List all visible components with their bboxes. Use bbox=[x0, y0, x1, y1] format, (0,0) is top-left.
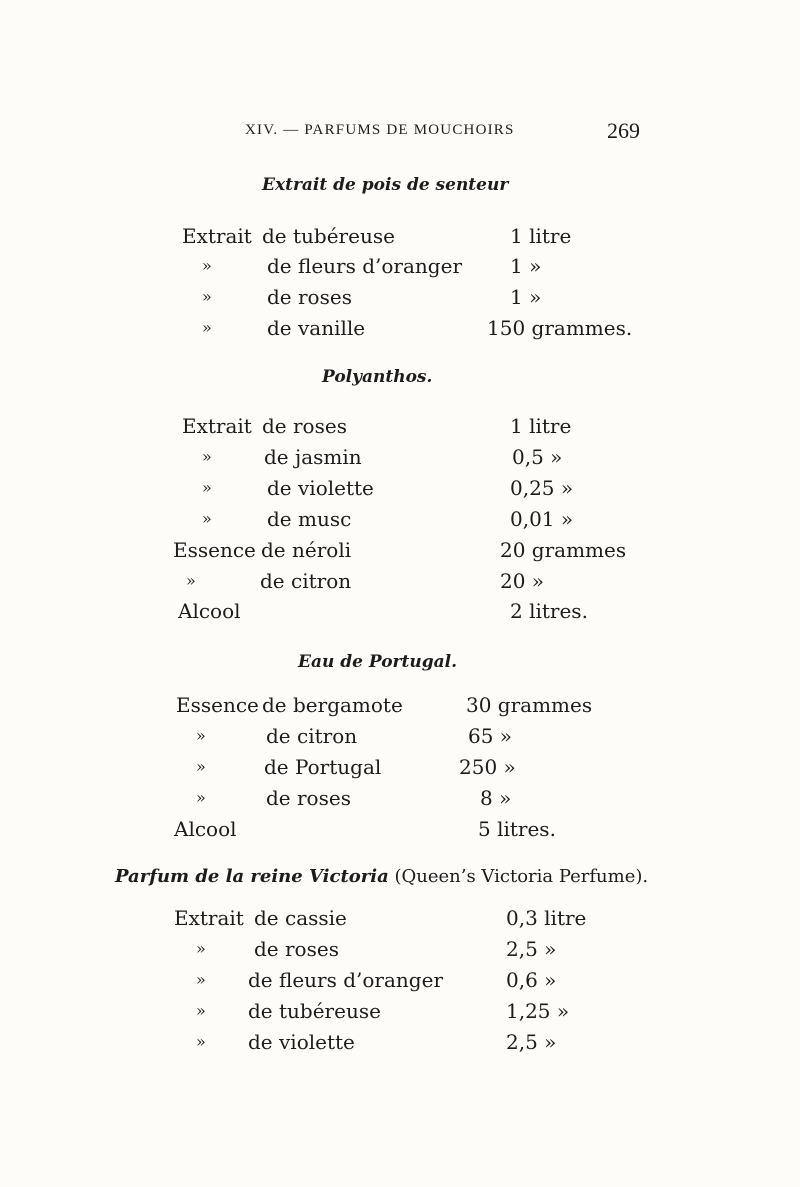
row-item: de vanille bbox=[267, 316, 366, 340]
row-item: de roses bbox=[262, 414, 347, 438]
recipe-row bbox=[176, 784, 646, 812]
recipe-row bbox=[176, 691, 646, 719]
row-quantity: 1 » bbox=[510, 285, 542, 309]
row-quantity: 0,6 » bbox=[506, 968, 557, 992]
row-prefix: Alcool bbox=[174, 817, 237, 841]
row-prefix: Extrait bbox=[174, 906, 244, 930]
row-item: de citron bbox=[266, 724, 358, 748]
row-prefix: » bbox=[202, 318, 212, 337]
recipe-row bbox=[182, 222, 642, 250]
row-item: de tubéreuse bbox=[262, 224, 395, 248]
row-quantity: 5 litres. bbox=[478, 817, 556, 841]
recipe-row bbox=[182, 505, 642, 533]
row-item: de roses bbox=[266, 786, 351, 810]
recipe-row bbox=[182, 252, 642, 280]
recipe-row bbox=[182, 283, 642, 311]
section-title: Polyanthos. bbox=[322, 367, 433, 387]
section-title-italic: Parfum de la reine Victoria bbox=[115, 866, 389, 887]
row-item: de jasmin bbox=[264, 445, 362, 469]
row-quantity: 1 » bbox=[510, 254, 542, 278]
page-header bbox=[245, 118, 640, 148]
row-quantity: 2,5 » bbox=[506, 937, 557, 961]
row-quantity: 8 » bbox=[480, 786, 512, 810]
recipe-row bbox=[176, 722, 646, 750]
row-quantity: 1 litre bbox=[510, 224, 572, 248]
row-prefix: » bbox=[196, 1032, 206, 1051]
row-item: de roses bbox=[254, 937, 339, 961]
row-item: de cassie bbox=[254, 906, 347, 930]
row-prefix: » bbox=[202, 478, 212, 497]
row-item: de tubéreuse bbox=[248, 999, 381, 1023]
recipe-row bbox=[178, 597, 648, 625]
row-prefix: » bbox=[196, 726, 206, 745]
row-item: de bergamote bbox=[262, 693, 403, 717]
row-prefix: » bbox=[196, 788, 206, 807]
row-prefix: » bbox=[202, 447, 212, 466]
recipe-row bbox=[174, 904, 644, 932]
row-quantity: 1,25 » bbox=[506, 999, 570, 1023]
row-item: de violette bbox=[267, 476, 374, 500]
recipe-row bbox=[174, 815, 644, 843]
section-title-rest: (Queen’s Victoria Perfume). bbox=[394, 866, 649, 887]
row-prefix: » bbox=[196, 939, 206, 958]
row-item: de fleurs d’oranger bbox=[267, 254, 462, 278]
row-item: de fleurs d’oranger bbox=[248, 968, 443, 992]
recipe-row bbox=[182, 443, 642, 471]
recipe-row bbox=[174, 966, 644, 994]
section-title bbox=[115, 866, 648, 887]
row-prefix: » bbox=[196, 970, 206, 989]
row-prefix: Essence bbox=[173, 538, 256, 562]
row-quantity: 30 grammes bbox=[466, 693, 593, 717]
running-head: XIV. — PARFUMS DE MOUCHOIRS bbox=[245, 122, 515, 138]
recipe-row bbox=[173, 536, 643, 564]
row-quantity: 2,5 » bbox=[506, 1030, 557, 1054]
row-prefix: » bbox=[202, 256, 212, 275]
row-quantity: 2 litres. bbox=[510, 599, 588, 623]
row-prefix: Extrait bbox=[182, 224, 252, 248]
recipe-row bbox=[174, 935, 644, 963]
row-item: de néroli bbox=[261, 538, 352, 562]
section-title: Eau de Portugal. bbox=[298, 652, 457, 672]
row-item: de Portugal bbox=[264, 755, 382, 779]
row-prefix: Extrait bbox=[182, 414, 252, 438]
page-number: 269 bbox=[607, 118, 640, 143]
row-quantity: 0,25 » bbox=[510, 476, 574, 500]
row-item: de citron bbox=[260, 569, 352, 593]
row-prefix: » bbox=[196, 1001, 206, 1020]
recipe-row bbox=[174, 997, 644, 1025]
recipe-row bbox=[176, 753, 646, 781]
row-quantity: 1 litre bbox=[510, 414, 572, 438]
row-prefix: » bbox=[186, 571, 196, 590]
recipe-row bbox=[173, 567, 643, 595]
row-prefix: » bbox=[202, 509, 212, 528]
section-title: Extrait de pois de senteur bbox=[262, 175, 509, 195]
row-quantity: 20 » bbox=[500, 569, 545, 593]
recipe-row bbox=[182, 474, 642, 502]
row-item: de violette bbox=[248, 1030, 355, 1054]
recipe-row bbox=[182, 412, 642, 440]
row-quantity: 0,3 litre bbox=[506, 906, 587, 930]
row-quantity: 0,01 » bbox=[510, 507, 574, 531]
row-prefix: Alcool bbox=[178, 599, 241, 623]
row-item: de roses bbox=[267, 285, 352, 309]
row-item: de musc bbox=[267, 507, 352, 531]
row-quantity: 65 » bbox=[468, 724, 513, 748]
row-prefix: » bbox=[196, 757, 206, 776]
row-quantity: 20 grammes bbox=[500, 538, 627, 562]
recipe-row bbox=[182, 314, 642, 342]
row-prefix: Essence bbox=[176, 693, 259, 717]
row-quantity: 150 grammes. bbox=[487, 316, 633, 340]
recipe-row bbox=[174, 1028, 644, 1056]
row-quantity: 250 » bbox=[459, 755, 516, 779]
row-prefix: » bbox=[202, 287, 212, 306]
row-quantity: 0,5 » bbox=[512, 445, 563, 469]
